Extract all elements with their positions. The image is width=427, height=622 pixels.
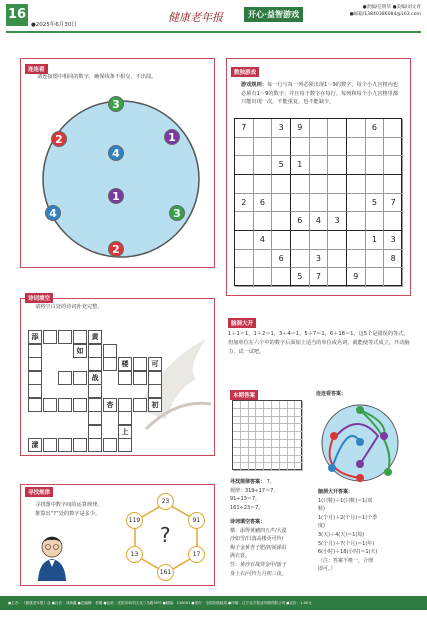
poem-given-char: 杏 xyxy=(103,398,117,412)
mini-sudoku-cell xyxy=(233,440,241,448)
mini-sudoku-cell xyxy=(249,432,257,440)
mini-sudoku-cell xyxy=(272,463,280,471)
sudoku-cell: 4 xyxy=(310,212,329,231)
sudoku-cell[interactable] xyxy=(384,175,403,194)
poem-blank-cell[interactable] xyxy=(73,371,87,385)
sudoku-cell: 3 xyxy=(272,119,291,138)
poem-instruction: 请将空白处的诗词补充完整。 xyxy=(35,304,103,310)
math-tag: 脑洞大开 xyxy=(228,318,256,328)
poem-given-char: 战 xyxy=(88,371,102,385)
sudoku-cell[interactable] xyxy=(384,138,403,157)
rules-answer xyxy=(230,478,312,512)
link-puzzle-panel xyxy=(20,58,215,268)
mini-sudoku-cell xyxy=(241,417,249,425)
mini-sudoku-cell xyxy=(272,432,280,440)
sudoku-cell: 5 xyxy=(366,194,385,213)
rules-answer-line: 91÷13＝7， xyxy=(230,496,261,503)
sudoku-cell[interactable] xyxy=(272,212,291,231)
sudoku-cell[interactable] xyxy=(347,194,366,213)
mini-sudoku-cell xyxy=(295,409,303,417)
sudoku-cell[interactable] xyxy=(254,156,273,175)
poem-crossword-grid xyxy=(28,330,208,450)
mini-sudoku-cell xyxy=(280,448,288,456)
answers-tag: 本期答案 xyxy=(230,390,258,400)
poem-blank-cell[interactable] xyxy=(88,344,102,358)
poem-blank-cell[interactable] xyxy=(118,411,132,425)
sudoku-cell: 3 xyxy=(310,250,329,269)
sudoku-cell[interactable] xyxy=(384,119,403,138)
sudoku-cell[interactable] xyxy=(384,268,403,287)
poem-blank-cell[interactable] xyxy=(133,371,147,385)
sudoku-cell: 7 xyxy=(310,268,329,287)
poem-given-char: 可 xyxy=(148,357,162,371)
sudoku-cell: 8 xyxy=(384,250,403,269)
sudoku-cell: 9 xyxy=(291,119,310,138)
sudoku-cell[interactable] xyxy=(328,194,347,213)
poem-answer-line: 沙如雪/日落高楼更可怜/ xyxy=(230,536,284,543)
rules-answer-line: 7。 xyxy=(266,479,275,485)
mini-sudoku-cell xyxy=(256,432,264,440)
mini-sudoku-cell xyxy=(288,417,296,425)
mini-sudoku-cell xyxy=(241,456,249,464)
math-answer-line: 6(小时)＋18(小时)＝1(天) xyxy=(318,549,378,556)
link-circle xyxy=(33,93,209,263)
sudoku-cell[interactable] xyxy=(272,268,291,287)
poem-blank-cell[interactable] xyxy=(58,371,72,385)
sudoku-cell: 6 xyxy=(272,250,291,269)
number-bubble[interactable]: 4 xyxy=(45,205,61,221)
sudoku-cell[interactable] xyxy=(328,156,347,175)
poem-blank-cell[interactable] xyxy=(73,330,87,344)
mini-sudoku-cell xyxy=(295,424,303,432)
mini-sudoku-cell xyxy=(241,432,249,440)
mini-sudoku-cell xyxy=(272,456,280,464)
hex-number: 161 xyxy=(157,564,174,581)
poem-given-char: 上 xyxy=(118,425,132,439)
poem-blank-cell[interactable] xyxy=(73,398,87,412)
hex-center-question: ? xyxy=(160,523,171,547)
sudoku-cell[interactable] xyxy=(272,175,291,194)
sudoku-cell[interactable] xyxy=(291,250,310,269)
sudoku-cell[interactable] xyxy=(347,250,366,269)
mini-sudoku-cell xyxy=(233,463,241,471)
sudoku-cell[interactable] xyxy=(291,231,310,250)
number-bubble[interactable]: 1 xyxy=(108,188,124,204)
editor-info xyxy=(349,4,421,18)
mini-sudoku-cell xyxy=(256,456,264,464)
poem-blank-cell[interactable] xyxy=(28,371,42,385)
header-rule xyxy=(6,31,421,33)
poem-blank-cell[interactable] xyxy=(88,411,102,425)
sudoku-cell[interactable] xyxy=(347,231,366,250)
poem-blank-cell[interactable] xyxy=(28,357,42,371)
mini-sudoku-cell xyxy=(264,448,272,456)
rules-instruction: 寻找图中数字间的运算规律，推算出“?”处的数字是多少。 xyxy=(35,502,103,517)
mini-sudoku-cell xyxy=(264,456,272,464)
math-answer-line: 1(个月)＋2(个月)＝1(个季 xyxy=(318,514,378,521)
mini-sudoku-cell xyxy=(295,417,303,425)
sudoku-cell[interactable] xyxy=(254,250,273,269)
poem-blank-cell[interactable] xyxy=(118,398,132,412)
mini-sudoku-cell xyxy=(241,409,249,417)
mini-sudoku-cell xyxy=(264,417,272,425)
mini-sudoku-cell xyxy=(233,424,241,432)
sudoku-cell[interactable] xyxy=(347,138,366,157)
mini-sudoku-cell xyxy=(249,463,257,471)
rules-answer-title: 寻找规律答案： xyxy=(230,479,266,485)
mini-sudoku-cell xyxy=(264,409,272,417)
mini-sudoku-cell xyxy=(241,401,249,409)
hex-number: 23 xyxy=(157,493,174,510)
poem-given-char: 如 xyxy=(73,344,87,358)
number-bubble[interactable]: 1 xyxy=(164,129,180,145)
sudoku-cell: 3 xyxy=(328,212,347,231)
poem-blank-cell[interactable] xyxy=(28,398,42,412)
mini-sudoku-cell xyxy=(264,463,272,471)
sudoku-cell[interactable] xyxy=(310,194,329,213)
mini-sudoku-cell xyxy=(272,409,280,417)
sudoku-cell[interactable] xyxy=(310,138,329,157)
sudoku-cell: 5 xyxy=(272,156,291,175)
sudoku-cell[interactable] xyxy=(366,268,385,287)
poem-blank-cell[interactable] xyxy=(103,344,117,358)
mini-sudoku-cell xyxy=(256,424,264,432)
sudoku-cell[interactable] xyxy=(272,194,291,213)
sudoku-cell[interactable] xyxy=(328,268,347,287)
poem-blank-cell[interactable] xyxy=(43,398,57,412)
link-puzzle-instruction: 请连接图中相同的数字，确保线条不相交、不出圆。 xyxy=(37,74,157,80)
mini-sudoku-cell xyxy=(288,424,296,432)
poem-blank-cell[interactable] xyxy=(88,398,102,412)
mini-sudoku-cell xyxy=(256,448,264,456)
math-answer-line: 1(只鞋)＋1(只鞋)＝1(双 xyxy=(318,497,373,504)
poem-answer-line: 竖：黄沙百战穿金甲/游子 xyxy=(230,561,287,568)
mini-sudoku-cell xyxy=(295,463,303,471)
mini-sudoku-cell xyxy=(249,417,257,425)
sudoku-cell[interactable] xyxy=(347,156,366,175)
newspaper-logo: 健康老年报 xyxy=(168,11,223,24)
poem-blank-cell[interactable] xyxy=(58,398,72,412)
rules-panel xyxy=(20,484,215,586)
poem-blank-cell[interactable] xyxy=(148,384,162,398)
rules-tag: 寻找规律 xyxy=(25,487,53,497)
poem-blank-cell[interactable] xyxy=(73,438,87,452)
mini-sudoku-cell xyxy=(272,440,280,448)
issue-date: ●2025年6月30日 xyxy=(31,22,77,28)
poem-tag: 诗词填空 xyxy=(25,293,53,303)
page-number: 16 xyxy=(6,4,28,26)
poem-blank-cell[interactable] xyxy=(118,371,132,385)
number-bubble[interactable]: 2 xyxy=(51,131,67,147)
mini-sudoku-cell xyxy=(280,432,288,440)
mini-sudoku-cell xyxy=(295,432,303,440)
sudoku-cell[interactable] xyxy=(272,138,291,157)
mini-sudoku-cell xyxy=(280,417,288,425)
sudoku-cell[interactable] xyxy=(235,156,254,175)
hex-number: 119 xyxy=(126,512,143,529)
mini-sudoku-cell xyxy=(272,448,280,456)
sudoku-cell[interactable] xyxy=(291,138,310,157)
mini-sudoku-cell xyxy=(264,440,272,448)
math-panel xyxy=(226,322,411,380)
sudoku-cell[interactable] xyxy=(328,175,347,194)
mini-sudoku-cell xyxy=(288,440,296,448)
email-line: ●邮箱/13840386084@163.com xyxy=(349,12,421,17)
poem-answer-line: 满衣裳。 xyxy=(230,553,251,560)
sudoku-rules-title: 游戏规则： xyxy=(241,82,267,88)
hex-number: 91 xyxy=(188,512,205,529)
mini-sudoku-cell xyxy=(233,456,241,464)
sudoku-cell[interactable] xyxy=(384,156,403,175)
answers-panel xyxy=(226,392,411,586)
mini-sudoku-cell xyxy=(241,440,249,448)
rules-answer-line: 规律：319÷17＝7， xyxy=(230,487,279,494)
sudoku-cell[interactable] xyxy=(291,175,310,194)
sudoku-cell: 7 xyxy=(384,194,403,213)
sudoku-cell: 4 xyxy=(254,231,273,250)
poem-blank-cell[interactable] xyxy=(28,384,42,398)
sudoku-cell[interactable] xyxy=(328,138,347,157)
poem-blank-cell[interactable] xyxy=(88,425,102,439)
mini-sudoku-cell xyxy=(272,401,280,409)
sudoku-cell[interactable] xyxy=(366,250,385,269)
sudoku-cell: 6 xyxy=(366,119,385,138)
number-bubble[interactable]: 3 xyxy=(169,205,185,221)
poem-given-char: 添 xyxy=(28,330,42,344)
poem-blank-cell[interactable] xyxy=(28,344,42,358)
sudoku-cell[interactable] xyxy=(235,268,254,287)
math-text: 1＋1＝1，1＋2＝1，3＋4＝1，5＋7＝1，6＋18＝1，这5个是错误的等式，但加单位在六个中的数字后面加上适当的单位或名词，就能使等式成立，开动脑力，试一试吧。 xyxy=(228,331,410,355)
mini-sudoku-cell xyxy=(288,456,296,464)
poem-answer-line: 梅子金黄杏子肥/初闻涕泪 xyxy=(230,544,287,551)
poem-blank-cell[interactable] xyxy=(43,330,57,344)
mini-sudoku-cell xyxy=(249,448,257,456)
mini-sudoku-cell xyxy=(233,432,241,440)
mini-sudoku-cell xyxy=(280,409,288,417)
mini-sudoku-cell xyxy=(280,440,288,448)
hex-number: 17 xyxy=(188,546,205,563)
sudoku-cell: 2 xyxy=(235,194,254,213)
poem-answer-line: 身上衣/可怜九月初三夜。 xyxy=(230,570,287,577)
poem-blank-cell[interactable] xyxy=(103,357,117,371)
sudoku-tag: 数独游戏 xyxy=(231,67,259,77)
poem-blank-cell[interactable] xyxy=(88,384,102,398)
mini-sudoku-cell xyxy=(249,409,257,417)
mini-sudoku-cell xyxy=(295,401,303,409)
editor-line: ●责编/任明华 ●美编/刘文青 xyxy=(362,5,421,10)
sudoku-cell[interactable] xyxy=(254,212,273,231)
math-answer-line: （注：答案不唯一，合理 xyxy=(318,557,374,564)
mini-sudoku-cell xyxy=(288,463,296,471)
sudoku-cell[interactable] xyxy=(254,175,273,194)
section-title: 开心·益智游戏 xyxy=(244,7,303,22)
mini-sudoku-cell xyxy=(256,463,264,471)
mini-sudoku-cell xyxy=(249,456,257,464)
poem-blank-cell[interactable] xyxy=(43,438,57,452)
poem-answer xyxy=(230,518,316,578)
sudoku-cell[interactable] xyxy=(235,231,254,250)
sudoku-cell: 3 xyxy=(384,231,403,250)
sudoku-cell[interactable] xyxy=(235,250,254,269)
poem-blank-cell[interactable] xyxy=(88,438,102,452)
poem-blank-cell[interactable] xyxy=(88,357,102,371)
sudoku-cell[interactable] xyxy=(366,138,385,157)
sudoku-cell: 7 xyxy=(235,119,254,138)
poem-blank-cell[interactable] xyxy=(133,398,147,412)
mini-sudoku-cell xyxy=(249,440,257,448)
poem-answer-title: 诗词填空答案： xyxy=(230,519,266,525)
mini-sudoku-cell xyxy=(264,401,272,409)
sudoku-cell: 9 xyxy=(347,268,366,287)
sudoku-grid xyxy=(234,118,402,286)
mini-sudoku-cell xyxy=(288,409,296,417)
poem-given-char: 黄 xyxy=(88,330,102,344)
sudoku-cell[interactable] xyxy=(310,156,329,175)
sudoku-cell[interactable] xyxy=(235,138,254,157)
mini-sudoku-cell xyxy=(249,401,257,409)
sudoku-cell[interactable] xyxy=(291,194,310,213)
sudoku-cell[interactable] xyxy=(254,138,273,157)
mini-sudoku-cell xyxy=(249,424,257,432)
sudoku-cell: 6 xyxy=(291,212,310,231)
mini-sudoku-cell xyxy=(280,424,288,432)
number-bubble[interactable]: 4 xyxy=(108,145,124,161)
link-answer-diagram xyxy=(318,402,402,484)
link-answer-title: 连连看答案： xyxy=(316,391,347,397)
math-answer-line: 鞋) xyxy=(318,506,325,513)
sudoku-cell[interactable] xyxy=(366,175,385,194)
sudoku-cell[interactable] xyxy=(347,212,366,231)
poem-blank-cell[interactable] xyxy=(58,330,72,344)
hex-number: 13 xyxy=(126,546,143,563)
sudoku-rules xyxy=(241,81,403,107)
sudoku-cell[interactable] xyxy=(310,119,329,138)
mini-sudoku-cell xyxy=(288,401,296,409)
sudoku-cell[interactable] xyxy=(272,231,291,250)
sudoku-cell[interactable] xyxy=(310,175,329,194)
poem-given-char: 漾 xyxy=(28,438,42,452)
sudoku-cell[interactable] xyxy=(328,231,347,250)
sudoku-cell: 5 xyxy=(291,268,310,287)
sudoku-cell[interactable] xyxy=(328,119,347,138)
sudoku-cell: 6 xyxy=(254,194,273,213)
mini-sudoku-cell xyxy=(233,417,241,425)
number-bubble[interactable]: 3 xyxy=(108,96,124,112)
mini-sudoku-answer xyxy=(232,400,302,470)
math-answer-title: 脑洞大开答案： xyxy=(318,489,354,495)
math-answer-line: 3(天)＋4(天)＝1(周) xyxy=(318,531,365,538)
sudoku-cell[interactable] xyxy=(235,212,254,231)
mini-sudoku-cell xyxy=(288,448,296,456)
poem-blank-cell[interactable] xyxy=(148,371,162,385)
poem-blank-cell[interactable] xyxy=(58,438,72,452)
mini-sudoku-cell xyxy=(280,456,288,464)
poem-blank-cell[interactable] xyxy=(103,438,117,452)
mini-sudoku-cell xyxy=(256,409,264,417)
mini-sudoku-cell xyxy=(295,456,303,464)
person-illustration xyxy=(35,533,69,581)
sudoku-cell: 1 xyxy=(291,156,310,175)
poem-blank-cell[interactable] xyxy=(118,438,132,452)
mini-sudoku-cell xyxy=(280,463,288,471)
number-bubble[interactable]: 2 xyxy=(108,241,124,257)
poem-given-char: 初 xyxy=(148,398,162,412)
sudoku-cell[interactable] xyxy=(235,175,254,194)
sudoku-cell[interactable] xyxy=(254,119,273,138)
sudoku-rules-text: 每一行与每一列必须出现1～9的数字，每个小九宫格内也必须有1～9的数字；并且每个数字在每行、每列和每个小九宫格里都只能出现一次，不能重复，也不能缺少。 xyxy=(241,82,399,105)
rules-answer-line: 161÷23＝7。 xyxy=(230,504,264,511)
mini-sudoku-cell xyxy=(256,401,264,409)
mini-sudoku-cell xyxy=(233,448,241,456)
math-answer-line: 度) xyxy=(318,523,325,530)
mini-sudoku-cell xyxy=(233,401,241,409)
mini-sudoku-cell xyxy=(280,401,288,409)
mini-sudoku-cell xyxy=(233,409,241,417)
sudoku-cell[interactable] xyxy=(347,119,366,138)
link-puzzle-tag: 连连看 xyxy=(25,64,48,74)
sudoku-cell: 1 xyxy=(366,231,385,250)
mini-sudoku-cell xyxy=(256,417,264,425)
sudoku-cell[interactable] xyxy=(366,156,385,175)
mini-sudoku-cell xyxy=(272,424,280,432)
math-answer xyxy=(318,488,410,574)
mini-sudoku-cell xyxy=(295,440,303,448)
sudoku-cell[interactable] xyxy=(310,231,329,250)
mini-sudoku-cell xyxy=(288,432,296,440)
mini-sudoku-cell xyxy=(241,448,249,456)
math-answer-line: 即可。） xyxy=(318,566,336,573)
mini-sudoku-cell xyxy=(264,432,272,440)
poem-answer-line: 横：添得黄鹂四五声/大漠 xyxy=(230,527,287,534)
mini-sudoku-cell xyxy=(241,463,249,471)
sudoku-cell[interactable] xyxy=(328,250,347,269)
mini-sudoku-cell xyxy=(295,448,303,456)
page-footer: ●主办：《健康老年报》社 ●社长：刘焕鑫 ●总编辑：李刚 ●社址：沈阳市和平区北三马路39号 ●邮编：110001 ●发行：全国各地邮局 ●印刷：辽宁北方报业印刷有限公司 ●定价：1.00元 xyxy=(0,596,427,610)
mini-sudoku-cell xyxy=(264,424,272,432)
poem-given-char: 楼 xyxy=(118,357,132,371)
sudoku-cell[interactable] xyxy=(366,212,385,231)
mini-sudoku-cell xyxy=(272,417,280,425)
mini-sudoku-cell xyxy=(256,440,264,448)
sudoku-cell[interactable] xyxy=(384,212,403,231)
sudoku-cell[interactable] xyxy=(347,175,366,194)
sudoku-cell[interactable] xyxy=(254,268,273,287)
math-answer-line: 5(个月)＋7(个月)＝1(年) xyxy=(318,540,375,547)
poem-blank-cell[interactable] xyxy=(133,357,147,371)
page-header xyxy=(0,0,427,40)
mini-sudoku-cell xyxy=(241,424,249,432)
